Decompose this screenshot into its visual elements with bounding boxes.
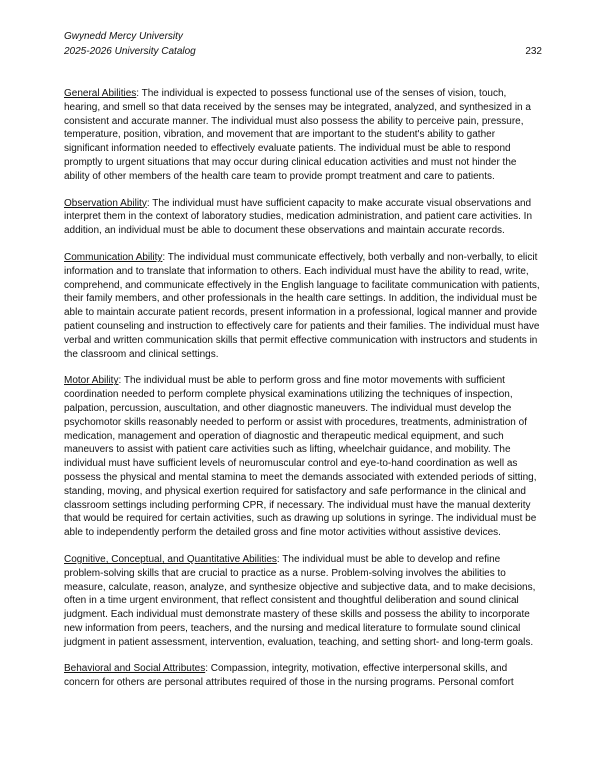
paragraph-text: : The individual must be able to develop and refine problem-solving skills that are crucial to practice as a nurse. Problem-solving involves the abilities to measure, calculate, reason, analyze, and synthesize objective and subjective data, and to make decisions, often in a time urgent environment, that reflect consistent and thoughtful deliberation and sound clinical judgment. Each individual must demonstrate mastery of these skills and possess the ability to incorporate new information from peers, teachers, and the nursing and medical literature to formulate sound clinical judgment in patient assessment, intervention, evaluation, teaching, and setting short- and long-term goals. xyxy=(64,553,536,648)
paragraph-heading: Motor Ability xyxy=(64,375,119,387)
paragraph-cognitive-abilities xyxy=(64,553,542,650)
paragraph-heading: Behavioral and Social Attributes xyxy=(64,663,206,675)
paragraph-motor-ability xyxy=(64,374,542,540)
page-header xyxy=(64,30,542,59)
paragraph-heading: General Abilities xyxy=(64,88,137,99)
page-number: 232 xyxy=(525,45,542,57)
paragraph-observation-ability xyxy=(64,197,542,238)
paragraph-text: : The individual must have sufficient capacity to make accurate visual observations and interpret them in the context of laboratory studies, medication administration, and patient care activities. In addition, an individual must be able to document these observations and maintain accurate records. xyxy=(64,197,533,237)
paragraph-text: : Compassion, integrity, motivation, effective interpersonal skills, and concern for others are personal attributes required of those in the nursing programs. Personal comfort xyxy=(64,663,514,689)
paragraph-behavioral-attributes xyxy=(64,662,542,690)
paragraph-text: : The individual must communicate effectively, both verbally and non-verbally, to elicit information and to translate that information to others. Each individual must have the ability to read, write, comprehend, and communicate effectively in the English language to facilitate communication with patients, their family members, and other professionals in the health care settings. In addition, the individual must be able to maintain accurate patient records, present information in a professional, logical manner and provide patient counseling and instruction to effectively care for patients and their families. The individual must have verbal and written communication skills that permit effective communication with instructors and students in the classroom and clinical settings. xyxy=(64,251,540,360)
paragraph-heading: Observation Ability xyxy=(64,197,147,209)
catalog-title: 2025-2026 University Catalog xyxy=(64,45,196,57)
paragraph-heading: Communication Ability xyxy=(64,251,163,263)
university-name: Gwynedd Mercy University xyxy=(64,31,183,42)
paragraph-text: : The individual is expected to possess functional use of the senses of vision, touch, hearing, and smell so that data received by the senses may be integrated, analyzed, and synthesized in a consistent and accurate manner. The individual must also possess the ability to perceive pain, pressure, temperature, position, vibration, and movement that are important to the student's ability to gather significant information needed to effectively evaluate patients. The individual must be able to respond promptly to urgent situations that may occur during clinical education activities and must not hinder the ability of other members of the health care team to provide prompt treatment and care to patients. xyxy=(64,88,531,182)
page-body xyxy=(64,87,542,690)
header-left xyxy=(64,30,196,59)
paragraph-general-abilities xyxy=(64,87,542,184)
paragraph-communication-ability xyxy=(64,251,542,361)
paragraph-text: : The individual must be able to perform gross and fine motor movements with sufficient coordination needed to perform complete physical examinations utilizing the techniques of inspection, palpation, percussion, auscultation, and other diagnostic maneuvers. The individual must develop the psychomotor skills reasonably needed to perform or assist with procedures, treatments, administration of medication, management and operation of diagnostic and therapeutic medical equipment, and such maneuvers to assist with patient care activities such as lifting, wheelchair guidance, and mobility. The individual must have sufficient levels of neuromuscular control and eye-to-hand coordination as well as possess the physical and mental stamina to meet the demands associated with extended periods of sitting, standing, moving, and physical exertion required for satisfactory and safe performance in the clinical and classroom settings including performing CPR, if necessary. The individual must have the manual dexterity that would be required for certain activities, such as drawing up solutions in syringe. The individual must be able to independently perform the detailed gross and fine motor activities without assistive devices. xyxy=(64,375,537,539)
paragraph-heading: Cognitive, Conceptual, and Quantitative Abilities xyxy=(64,553,277,565)
